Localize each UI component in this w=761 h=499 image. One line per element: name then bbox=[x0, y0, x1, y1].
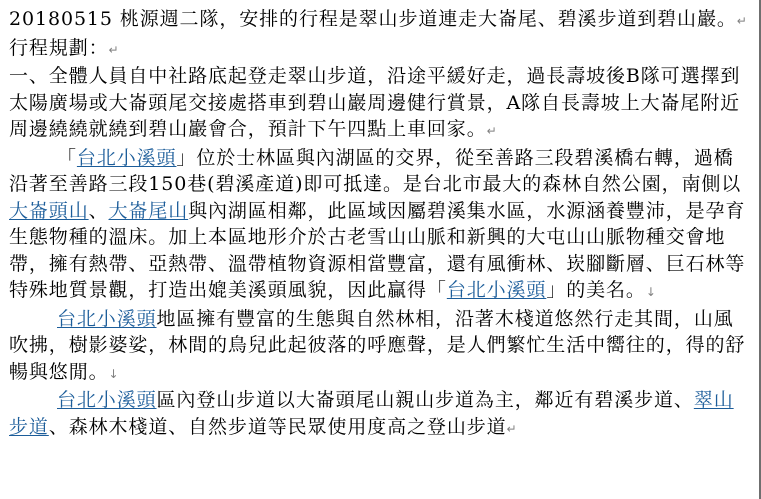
paragraph-mark: ↵ bbox=[506, 421, 517, 436]
link-cuishan-trail[interactable]: 翠山步道 bbox=[9, 389, 734, 438]
link-taipei-xitou[interactable]: 台北小溪頭 bbox=[76, 146, 177, 169]
intro-paragraph: 「台北小溪頭」位於士林區與內湖區的交界，從至善路三段碧溪橋右轉，過橋沿著至善路三段150巷(碧溪產道)即可抵達。是台北市最大的森林自然公園，南側以大崙頭山、大崙尾山與內湖區相鄰，此區域因屬碧溪集水區，水源涵養豐沛，是孕育生態物種的溫床。加上本區地形介於古老雪山山脈和新興的大屯山山脈物種交會地帶，擁有熱帶、亞熱帶、溫帶植物資源相當豐富，還有風衝林、崁腳斷層、巨石林等特殊地質景觀，打造出媲美溪頭風貌，因此贏得「台北小溪頭」的美名。↓ bbox=[9, 146, 746, 301]
ecology-paragraph: 台北小溪頭地區擁有豐富的生態與自然林相，沿著木棧道悠然行走其間，山風吹拂，樹影婆娑，林間的鳥兒此起彼落的呼應聲，是人們繁忙生活中嚮往的，得的舒暢與悠閒。↓ bbox=[9, 307, 746, 383]
paragraph-mark: ↵ bbox=[108, 42, 119, 57]
plan-label: 行程規劃：↵ bbox=[9, 36, 119, 59]
link-dalun-tou-shan[interactable]: 大崙頭山 bbox=[9, 199, 89, 222]
paragraph-mark: ↵ bbox=[486, 124, 497, 138]
link-taipei-xitou[interactable]: 台北小溪頭 bbox=[57, 307, 157, 330]
trip-heading: 20180515 桃源週二隊，安排的行程是翠山步道連走大崙尾、碧溪步道到碧山巖。↵ bbox=[9, 8, 747, 30]
link-dalun-wei-shan[interactable]: 大崙尾山 bbox=[108, 199, 189, 222]
paragraph-mark: ↵ bbox=[736, 14, 747, 28]
line-break-mark: ↓ bbox=[108, 366, 119, 381]
plan-item-1: 一、全體人員自中社路底起登走翠山步道，沿途平緩好走，過長壽坡後B隊可選擇到太陽廣場或大崙頭尾交接處搭車到碧山巖周邊健行賞景，A隊自長壽坡上大崙尾附近周邊繞繞就繞到碧山巖會合，預計下午四點上車回家。↵ bbox=[9, 65, 741, 140]
line-break-mark: ↓ bbox=[645, 285, 656, 299]
document-body bbox=[9, 6, 751, 442]
trails-paragraph: 台北小溪頭區內登山步道以大崙頭尾山親山步道為主，鄰近有碧溪步道、翠山步道、森林木棧道、自然步道等民眾使用度高之登山步道↵ bbox=[9, 389, 734, 438]
link-taipei-xitou[interactable]: 台北小溪頭 bbox=[57, 389, 157, 411]
link-taipei-xitou[interactable]: 台北小溪頭 bbox=[446, 279, 547, 301]
